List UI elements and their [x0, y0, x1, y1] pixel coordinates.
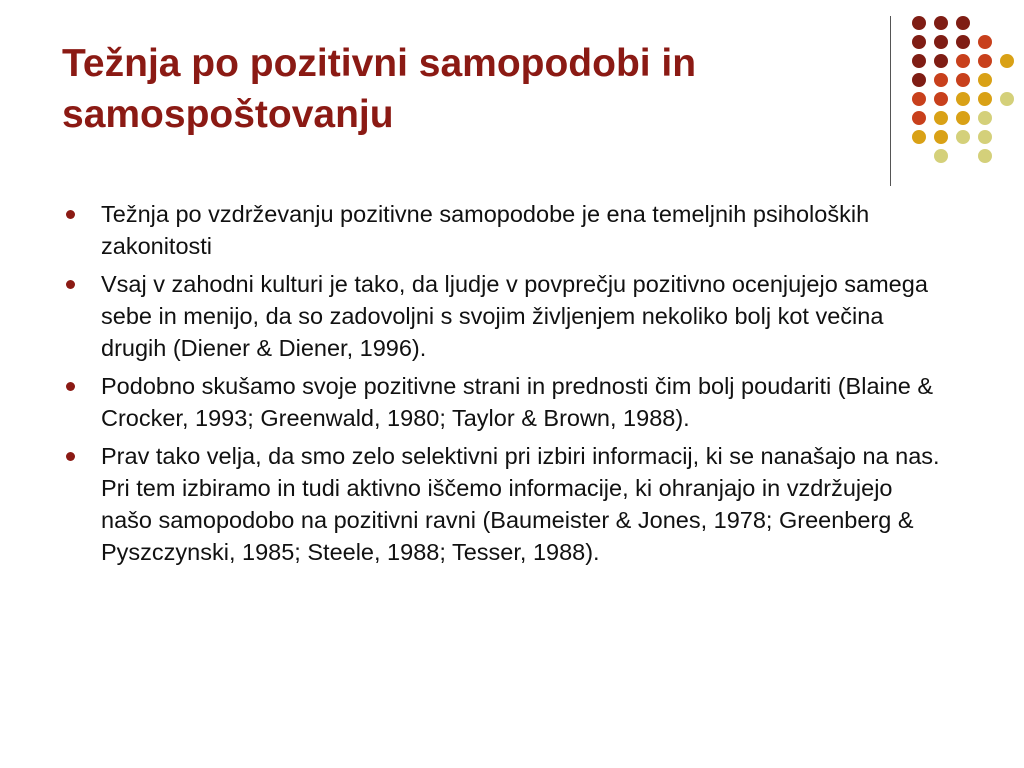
bullet-text: Podobno skušamo svoje pozitivne strani in prednosti čim bolj poudariti (Blaine & Crocker, 1993; Greenwald, 1980; Taylor & Brown, 1988). [101, 373, 934, 431]
bullet-text: Vsaj v zahodni kulturi je tako, da ljudje v povprečju pozitivno ocenjujejo samega sebe in menijo, da so zadovoljni s svojim življenjem nekoliko bolj kot večina drugih (Diener & Diener, 1996). [101, 271, 928, 361]
decorative-dot [1000, 54, 1014, 68]
decorative-dot [956, 130, 970, 144]
decorative-dot [912, 73, 926, 87]
bullet-item [66, 440, 946, 568]
decorative-dot [978, 54, 992, 68]
bullet-text: Prav tako velja, da smo zelo selektivni pri izbiri informacij, ki se nanašajo na nas. Pri tem izbiramo in tudi aktivno iščemo informacije, ki ohranjajo in vzdržujejo našo samopodobo na pozitivni ravni (Baumeister & Jones, 1978; Greenberg & Pyszczynski, 1985; Steele, 1988; Tesser, 1988). [101, 443, 940, 565]
bullet-dot-icon [66, 210, 75, 219]
decorative-dot [934, 92, 948, 106]
decorative-dot [912, 35, 926, 49]
decorative-dot [912, 111, 926, 125]
decorative-dot [1000, 92, 1014, 106]
bullet-item [66, 370, 946, 434]
decorative-dot [934, 111, 948, 125]
decorative-dot [978, 111, 992, 125]
bullet-dot-icon [66, 280, 75, 289]
decorative-dot [912, 54, 926, 68]
decorative-dot [978, 149, 992, 163]
bullet-list [66, 198, 946, 574]
bullet-text: Težnja po vzdrževanju pozitivne samopodobe je ena temeljnih psiholoških zakonitosti [101, 201, 870, 259]
decorative-dot [978, 35, 992, 49]
decorative-dot [956, 111, 970, 125]
decorative-dot [956, 16, 970, 30]
decorative-dot [912, 92, 926, 106]
slide-title: Težnja po pozitivni samopodobi in samospoštovanju [62, 42, 697, 136]
decorative-dot [978, 130, 992, 144]
decorative-dot [934, 130, 948, 144]
decorative-dot [956, 92, 970, 106]
decorative-dot [978, 92, 992, 106]
decorative-dot [912, 16, 926, 30]
bullet-item [66, 198, 946, 262]
decorative-dot [912, 130, 926, 144]
bullet-item [66, 268, 946, 364]
decorative-dot [934, 35, 948, 49]
decorative-dot [978, 73, 992, 87]
decorative-dot [934, 16, 948, 30]
bullet-dot-icon [66, 452, 75, 461]
decorative-dot [934, 54, 948, 68]
decorative-dot-grid [904, 16, 1014, 166]
decorative-dot [956, 73, 970, 87]
decorative-dot [934, 149, 948, 163]
decorative-dot [956, 35, 970, 49]
decorative-dot [934, 73, 948, 87]
title-divider [890, 16, 891, 186]
bullet-dot-icon [66, 382, 75, 391]
decorative-dot [956, 54, 970, 68]
